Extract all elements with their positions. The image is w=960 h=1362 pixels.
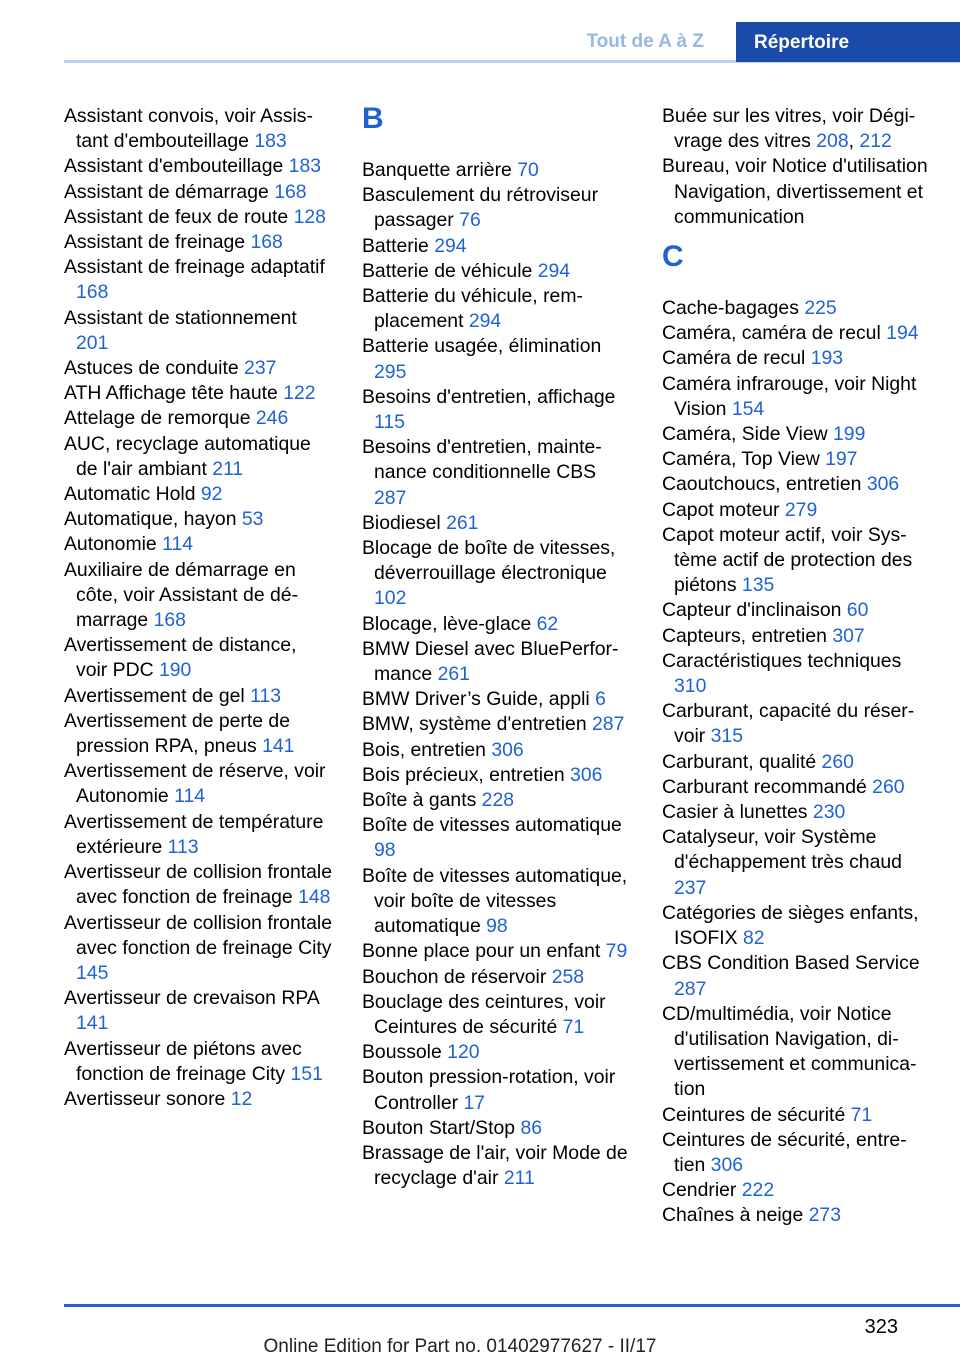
index-column-1 <box>64 104 332 1112</box>
index-entry <box>662 825 930 901</box>
index-entry <box>362 284 630 334</box>
entry-term: Cache-bagages <box>662 297 799 320</box>
entry-term: Bureau, voir Notice d'utilisation Navigation, divertissement et communication <box>662 155 928 228</box>
entry-term: Caractéristiques techniques <box>662 649 902 672</box>
entry-term: Besoins d'entretien, affichage <box>362 385 616 408</box>
entry-term: Boîte à gants <box>362 789 477 812</box>
entry-term: Casier à lunettes <box>662 801 808 824</box>
entry-term: Avertissement de distance, voir PDC <box>64 634 297 682</box>
page-link[interactable]: 120 <box>447 1041 480 1064</box>
entry-term: Assistant convois, voir Assistant d'embouteillage <box>64 105 313 153</box>
page-link[interactable]: 86 <box>520 1116 543 1139</box>
index-entry <box>64 306 332 356</box>
index-entry <box>662 1178 930 1203</box>
page-link[interactable]: 315 <box>710 725 743 748</box>
page-link[interactable]: 12 <box>230 1087 253 1110</box>
page-link[interactable]: 135 <box>741 574 775 597</box>
page-link[interactable]: 261 <box>437 663 470 686</box>
entry-term: ATH Affichage tête haute <box>64 382 278 405</box>
entry-term: Boîte de vitesses automatique, voir boîte de vitesses automatique <box>362 864 628 938</box>
index-entry <box>64 532 332 557</box>
entry-term: Carburant, qualité <box>662 750 817 773</box>
page-link[interactable]: 6 <box>595 688 606 711</box>
index-entry <box>662 699 930 749</box>
entry-term: Boîte de vitesses automatique <box>362 814 622 837</box>
page-link[interactable]: 310 <box>674 675 707 698</box>
entry-term: Assistant de freinage adaptatif <box>64 256 325 279</box>
entry-term: Avertisseur sonore <box>64 1087 226 1110</box>
index-entry <box>64 154 332 179</box>
index-entry <box>662 346 930 371</box>
index-entry <box>362 1040 630 1065</box>
entry-term: Automatique, hayon <box>64 508 237 531</box>
page-link[interactable]: 225 <box>804 297 837 320</box>
index-entry <box>662 750 930 775</box>
index-entry <box>362 183 630 233</box>
index-entry <box>64 684 332 709</box>
page-link[interactable]: 102 <box>374 587 407 610</box>
index-entry <box>662 1203 930 1228</box>
entry-term: Catégories de sièges enfants, ISOFIX <box>662 901 919 950</box>
entry-term: Batterie usagée, élimination <box>362 335 602 358</box>
entry-term: Attelage de remorque <box>64 407 251 430</box>
page-link[interactable]: 287 <box>592 713 625 736</box>
index-entry <box>662 1128 930 1178</box>
page-link[interactable]: 208 <box>816 130 849 153</box>
entry-term: Caméra, caméra de recul <box>662 322 881 345</box>
index-entry <box>362 334 630 384</box>
page-link[interactable]: 60 <box>846 599 869 622</box>
index-entry <box>64 432 332 482</box>
index-entry: Buée sur les vitres, voir Dégivrage des vitres 208, 212 <box>662 105 916 153</box>
index-entry <box>64 381 332 406</box>
index-entry <box>64 860 332 910</box>
entry-term: Assistant d'embouteillage <box>64 155 284 178</box>
entry-term: Carburant, capacité du réservoir <box>662 700 915 748</box>
page-link[interactable]: 201 <box>76 331 109 354</box>
page-link[interactable]: 141 <box>262 735 295 758</box>
entry-term: Assistant de stationnement <box>64 306 297 329</box>
index-entry <box>64 1087 332 1112</box>
index-entry <box>362 435 630 511</box>
index-entry <box>662 598 930 623</box>
index-entry <box>662 951 930 1001</box>
index-entry <box>362 687 630 712</box>
entry-term: Bois, entretien <box>362 738 486 761</box>
page-link[interactable]: 294 <box>434 234 467 257</box>
index-entry <box>662 1002 930 1103</box>
entry-term: BMW Diesel avec BluePerformance <box>362 637 619 686</box>
index-entry <box>362 763 630 788</box>
page-link[interactable]: 190 <box>158 659 192 682</box>
page-link[interactable]: 261 <box>446 511 479 534</box>
page-link[interactable]: 141 <box>76 1012 109 1035</box>
index-entry <box>362 1141 630 1191</box>
entry-term: Autonomie <box>64 533 157 556</box>
index-entry <box>362 738 630 763</box>
index-entry <box>362 612 630 637</box>
entry-term: BMW, système d'entretien <box>362 713 587 736</box>
entry-term: Ceintures de sécurité <box>662 1103 846 1126</box>
entry-term: Bouton pression-rotation, voir Controller <box>362 1066 616 1114</box>
entry-term: Avertissement de gel <box>64 684 245 707</box>
index-column-2 <box>362 104 630 1191</box>
section-letter: C <box>662 240 684 274</box>
page-link[interactable]: 199 <box>833 423 866 446</box>
entry-term: Avertisseur de collision frontale avec fonction de freinage City <box>64 911 333 959</box>
entry-term: Blocage de boîte de vitesses, déverrouillage électronique <box>362 537 616 585</box>
index-entry <box>662 321 930 346</box>
index-entry <box>362 511 630 536</box>
page-link[interactable]: 212 <box>859 130 892 153</box>
entry-term: Besoins d'entretien, maintenance conditionnelle CBS <box>362 436 602 484</box>
entry-term: Capteurs, entretien <box>662 624 827 647</box>
index-entry <box>64 810 332 860</box>
page-link[interactable]: 53 <box>241 508 264 531</box>
page-link[interactable]: 294 <box>468 310 502 333</box>
entry-term: Basculement du rétroviseur passager <box>362 184 599 232</box>
page-link[interactable]: 260 <box>872 775 905 798</box>
index-entry <box>662 498 930 523</box>
index-entry <box>362 259 630 284</box>
page-link[interactable]: 306 <box>570 763 603 786</box>
index-entry <box>362 1065 630 1115</box>
entry-term: Bouclage des ceintures, voir Ceintures de sécurité <box>362 990 606 1038</box>
entry-term: Automatic Hold <box>64 483 196 506</box>
entry-term: Capteur d'inclinaison <box>662 599 842 622</box>
page-link[interactable]: 168 <box>250 231 283 254</box>
index-entry <box>64 104 332 154</box>
entry-term: Caméra, Side View <box>662 423 828 446</box>
index-entry <box>662 154 930 230</box>
entry-term: Blocage, lève-glace <box>362 612 532 635</box>
page-link[interactable]: 306 <box>866 473 900 496</box>
index-entry <box>362 712 630 737</box>
index-entry <box>64 255 332 305</box>
page-link[interactable]: 246 <box>255 407 289 430</box>
section-letter: B <box>362 102 384 135</box>
index-entry <box>362 990 630 1040</box>
index-entry <box>662 901 930 951</box>
page-link[interactable]: 168 <box>274 180 307 203</box>
page-link[interactable]: 237 <box>244 357 277 380</box>
index-entry <box>64 482 332 507</box>
page-link[interactable]: 295 <box>374 360 407 383</box>
page-link[interactable]: 114 <box>174 785 206 808</box>
index-entry <box>662 624 930 649</box>
entry-term: Bonne place pour un enfant <box>362 940 601 963</box>
entry-term: Bouton Start/Stop <box>362 1116 516 1139</box>
page-link[interactable]: 230 <box>812 801 846 824</box>
page-link[interactable]: 113 <box>167 835 199 858</box>
index-entry <box>362 965 630 990</box>
index-entry <box>362 158 630 183</box>
entry-term: Batterie <box>362 234 429 257</box>
index-entry <box>64 633 332 683</box>
page-link[interactable]: 62 <box>536 612 559 635</box>
page-link[interactable]: 168 <box>153 609 186 632</box>
index-column-3 <box>662 104 930 1229</box>
page-link[interactable]: 71 <box>562 1015 585 1038</box>
index-entry <box>64 356 332 381</box>
page-link[interactable]: 114 <box>162 533 194 556</box>
entry-term: Ceintures de sécurité, entretien <box>662 1128 907 1176</box>
page-link[interactable]: 260 <box>821 750 854 773</box>
entry-term: Avertissement de réserve, voir Autonomie <box>64 760 326 808</box>
entry-term: Banquette arrière <box>362 159 512 181</box>
index-entry <box>662 800 930 825</box>
entry-term: Assistant de feux de route <box>64 205 289 228</box>
page-link[interactable]: 237 <box>674 876 707 899</box>
entry-term: Avertisseur de crevaison RPA <box>64 987 319 1010</box>
entry-term: Capot moteur <box>662 498 780 521</box>
index-entry <box>362 385 630 435</box>
page-link[interactable]: 273 <box>808 1204 841 1227</box>
entry-term: CBS Condition Based Service <box>662 952 920 975</box>
index-entry <box>362 813 630 863</box>
index-entry <box>662 447 930 472</box>
index-entry <box>64 911 332 987</box>
index-entry <box>362 864 630 940</box>
index-entry <box>64 1037 332 1087</box>
page-link[interactable]: 70 <box>517 159 539 181</box>
entry-term: Batterie du véhicule, remplacement <box>362 285 583 333</box>
page-link[interactable]: 79 <box>605 940 628 963</box>
index-entry <box>64 507 332 532</box>
entry-term: Caméra de recul <box>662 347 806 370</box>
page-link[interactable]: 306 <box>491 738 524 761</box>
index-entry <box>64 180 332 205</box>
index-entry <box>662 649 930 699</box>
entry-term: Astuces de conduite <box>64 357 239 380</box>
entry-term: Brassage de l'air, voir Mode de recyclage d'air <box>362 1141 628 1190</box>
page-link[interactable]: 211 <box>212 457 244 480</box>
page-number: 323 <box>864 1316 898 1338</box>
index-entry <box>662 296 930 321</box>
index-entry <box>64 709 332 759</box>
page-link[interactable]: 115 <box>374 411 405 434</box>
entry-term: Carburant recommandé <box>662 775 867 798</box>
index-entry <box>662 523 930 599</box>
index-entry <box>662 775 930 800</box>
entry-term: Chaînes à neige <box>662 1204 804 1227</box>
page-link[interactable]: 151 <box>290 1062 323 1085</box>
index-entry <box>362 234 630 259</box>
entry-term: AUC, recyclage automatique de l'air ambiant <box>64 432 311 480</box>
entry-term: CD/multimédia, voir Notice d'utilisation Navigation, divertissement et communication <box>662 1002 917 1101</box>
index-entry <box>64 406 332 431</box>
page-link[interactable]: 183 <box>288 155 322 178</box>
page-link[interactable]: 197 <box>825 448 858 471</box>
index-entry <box>64 205 332 230</box>
index-entry <box>662 422 930 447</box>
index-entry <box>362 536 630 612</box>
page-link[interactable]: 92 <box>200 483 223 506</box>
entry-term: Caméra, Top View <box>662 448 820 471</box>
page-link[interactable]: 228 <box>481 789 515 812</box>
entry-term: Auxiliaire de démarrage en côte, voir Assistant de démarrage <box>64 558 299 632</box>
index-entry <box>662 1103 930 1128</box>
page-link[interactable]: 122 <box>283 382 316 405</box>
page-link[interactable]: 113 <box>250 684 282 707</box>
page-link[interactable]: 222 <box>741 1179 775 1202</box>
page-link[interactable]: 128 <box>293 205 326 228</box>
page-link[interactable]: 287 <box>674 977 707 1000</box>
entry-term: Boussole <box>362 1041 442 1064</box>
page-link[interactable]: 71 <box>850 1103 873 1126</box>
index-entry <box>64 986 332 1036</box>
page-link[interactable]: 82 <box>742 927 765 950</box>
index-entry <box>662 372 930 422</box>
tab-tout-de-a-a-z[interactable]: Tout de A à Z <box>586 31 704 52</box>
entry-term: Avertisseur de piétons avec fonction de freinage City <box>64 1037 302 1085</box>
page-link[interactable]: 294 <box>537 259 571 282</box>
index-entry <box>662 472 930 497</box>
entry-term: Batterie de véhicule <box>362 259 533 282</box>
tab-repertoire[interactable]: Répertoire <box>736 22 960 62</box>
entry-term: Buée sur les vitres, voir Dégivrage des vitres <box>662 105 916 153</box>
entry-term: Avertisseur de collision frontale avec fonction de freinage <box>64 861 333 909</box>
page-link[interactable]: 193 <box>810 347 844 370</box>
index-entry <box>362 788 630 813</box>
index-entry <box>64 230 332 255</box>
page-link[interactable]: 154 <box>731 397 765 420</box>
index-entry <box>362 1116 630 1141</box>
page-link[interactable]: 306 <box>710 1153 744 1176</box>
page-link[interactable]: 307 <box>832 624 865 647</box>
page-link[interactable]: 145 <box>76 961 109 984</box>
page-link[interactable]: 168 <box>76 281 109 304</box>
page-link[interactable]: 211 <box>503 1167 535 1190</box>
page-link[interactable]: 76 <box>459 209 481 232</box>
index-entry <box>64 759 332 809</box>
entry-term: Bois précieux, entretien <box>362 763 565 786</box>
page-link[interactable]: 148 <box>298 886 331 909</box>
page-link[interactable]: 17 <box>463 1091 486 1114</box>
entry-term: Capot moteur actif, voir Système actif de protection des piétons <box>662 523 913 597</box>
entry-term: Assistant de démarrage <box>64 180 269 203</box>
page-link[interactable]: 194 <box>886 322 919 345</box>
entry-term: Avertissement de température extérieure <box>64 810 324 858</box>
page-link[interactable]: 183 <box>254 130 287 153</box>
entry-term: Avertissement de perte de pression RPA, pneus <box>64 709 290 758</box>
edition-note: Online Edition for Part no. 01402977627 - II/17 <box>263 1336 657 1357</box>
page-link[interactable]: 258 <box>551 965 585 988</box>
page-link[interactable]: 98 <box>374 839 396 862</box>
entry-term: Biodiesel <box>362 511 441 534</box>
index-entry <box>64 558 332 634</box>
entry-term: BMW Driver’s Guide, appli <box>362 688 590 711</box>
page-link[interactable]: 98 <box>486 915 508 938</box>
footer-rule <box>64 1304 960 1307</box>
entry-term: Assistant de freinage <box>64 231 246 254</box>
entry-term: Catalyseur, voir Système d'échappement très chaud <box>662 826 902 874</box>
index-entry <box>362 637 630 687</box>
entry-term: Caméra infrarouge, voir Night Vision <box>662 372 917 420</box>
page-link[interactable]: 287 <box>374 486 407 509</box>
index-entry <box>362 939 630 964</box>
entry-term: Cendrier <box>662 1179 737 1202</box>
entry-term: Caoutchoucs, entretien <box>662 473 862 496</box>
entry-term: Bouchon de réservoir <box>362 965 547 988</box>
page-link[interactable]: 279 <box>784 498 818 521</box>
